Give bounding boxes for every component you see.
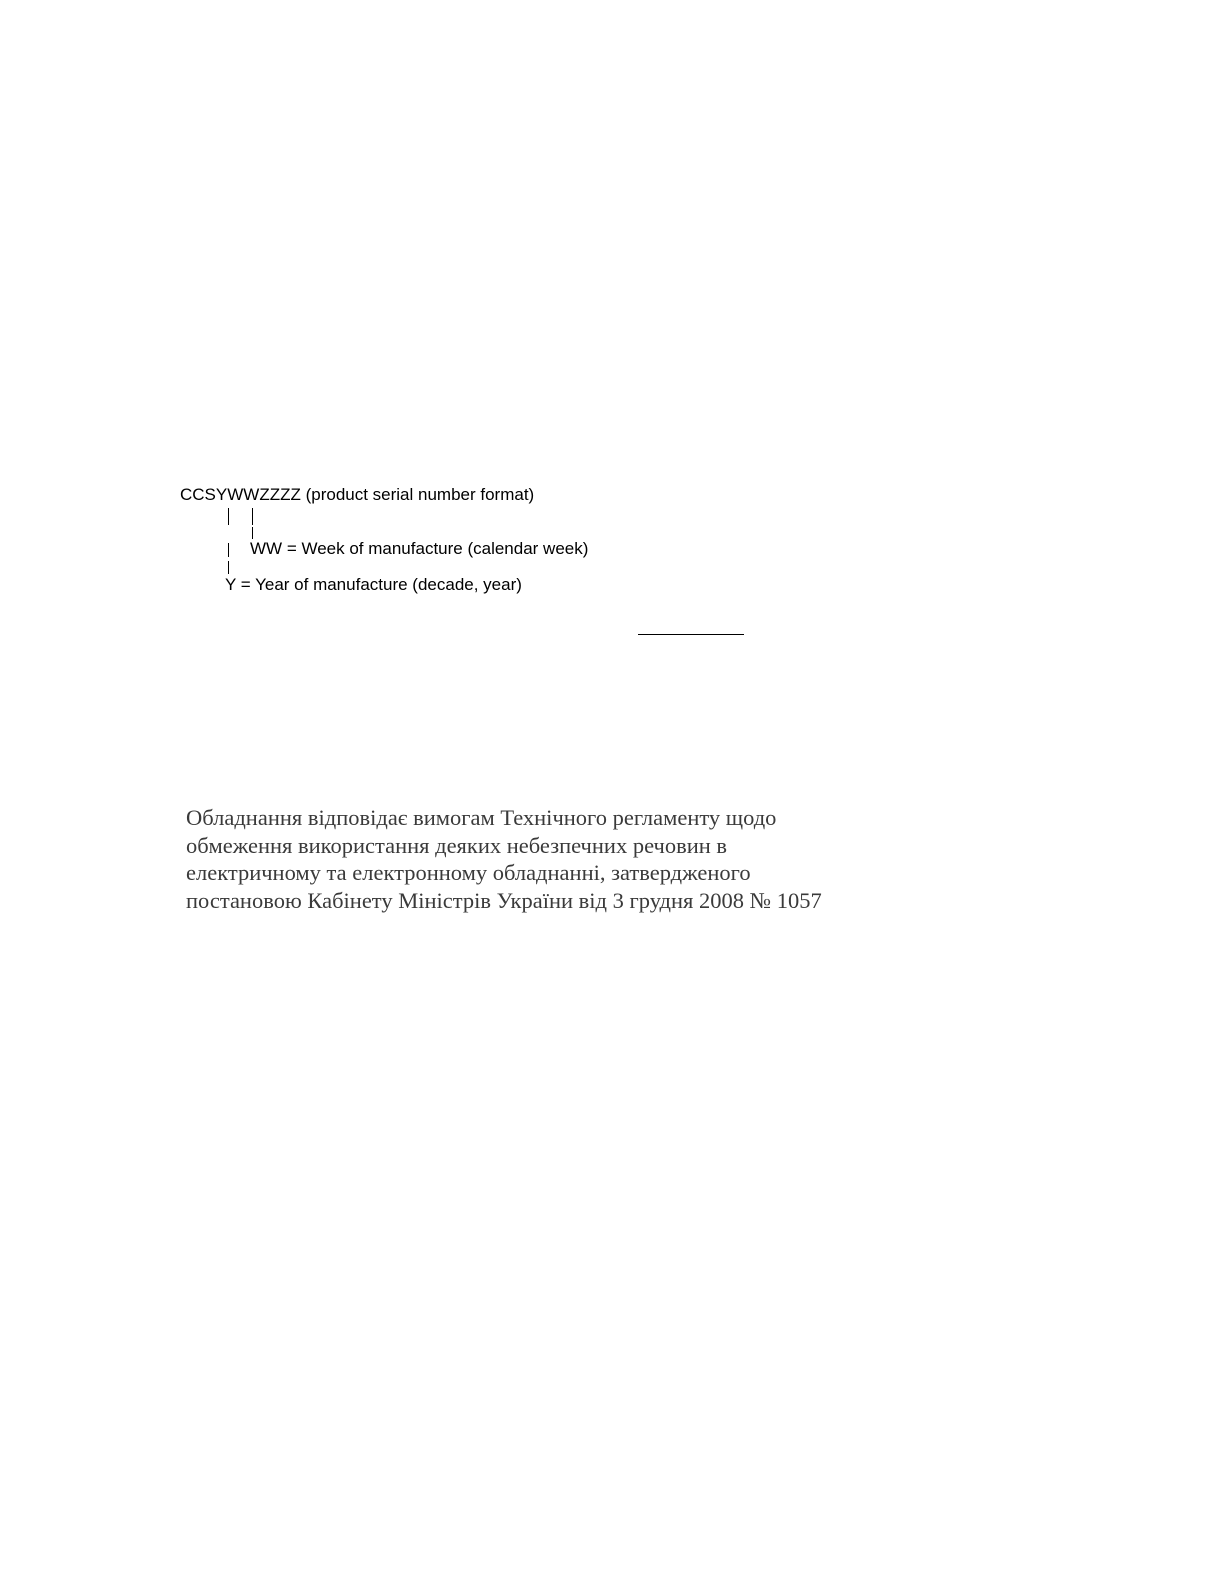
- serial-number-format-diagram: [0, 0, 1224, 660]
- year-of-manufacture-definition: Y = Year of manufacture (decade, year): [225, 575, 522, 594]
- year-connector-line: [228, 543, 229, 557]
- week-of-manufacture-definition: WW = Week of manufacture (calendar week): [250, 539, 589, 558]
- statement-line: постановою Кабінету Міністрів України від 3 грудня 2008 № 1057: [186, 887, 822, 913]
- ukraine-rohs-compliance-statement: [186, 804, 906, 914]
- serial-format-title: CCSYWWZZZZ (product serial number format): [180, 485, 535, 504]
- statement-line: електричному та електронному обладнанні, затвердженого: [186, 860, 751, 885]
- week-connector-line: [252, 527, 253, 539]
- statement-line: Обладнання відповідає вимогам Технічного регламенту щодо: [186, 805, 777, 830]
- year-connector-line: [228, 561, 229, 574]
- year-connector-line: [228, 508, 229, 525]
- separator-line: [638, 634, 744, 635]
- statement-line: обмеження використання деяких небезпечних речовин в: [186, 832, 728, 858]
- week-connector-line: [252, 508, 253, 525]
